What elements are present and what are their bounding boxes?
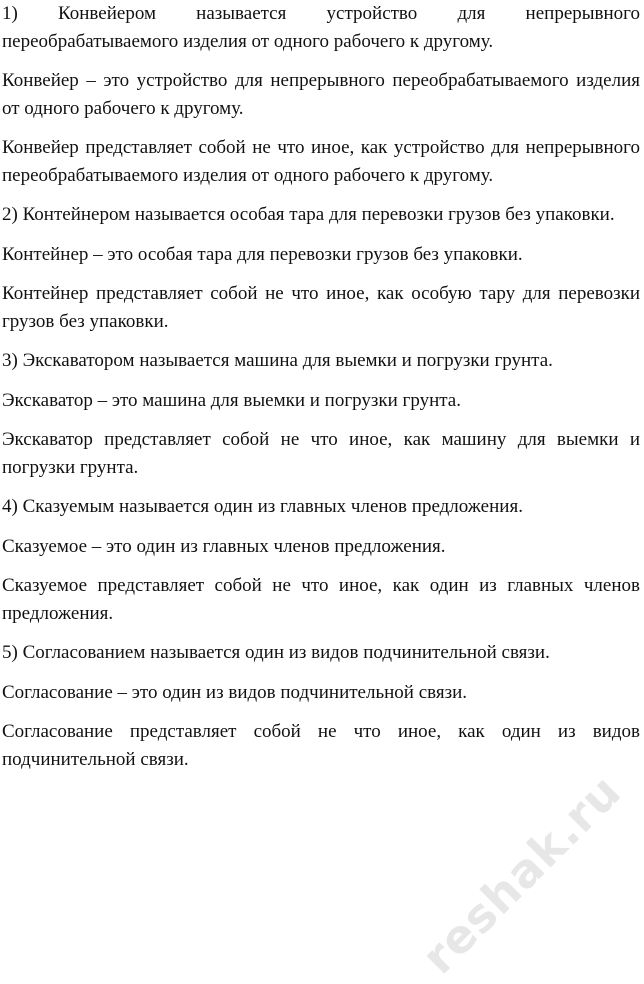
paragraph-15: Согласование представляет собой не что иное, как один из видов подчинительной связи. bbox=[2, 721, 640, 770]
paragraph-3: Конвейер представляет собой не что иное, как устройство для непрерывного переобрабатываемого изделия от одного рабочего к другому. bbox=[2, 137, 640, 186]
paragraph-7: 3) Экскаватором называется машина для выемки и погрузки грунта. bbox=[2, 350, 553, 371]
paragraph-5: Контейнер – это особая тара для перевозки грузов без упаковки. bbox=[2, 243, 523, 265]
watermark-logo: reshak.ru bbox=[411, 763, 632, 984]
paragraph-6: Контейнер представляет собой не что иное, как особую тару для перевозки грузов без упаковки. bbox=[2, 283, 640, 332]
paragraph-10: 4) Сказуемым называется один из главных членов предложения. bbox=[2, 496, 523, 517]
paragraph-4: 2) Контейнером называется особая тара для перевозки грузов без упаковки. bbox=[2, 204, 615, 225]
paragraph-2: Конвейер – это устройство для непрерывного переобрабатываемого изделия от одного рабочего к другому. bbox=[2, 70, 640, 119]
paragraph-12: Сказуемое представляет собой не что иное, как один из главных членов предложения. bbox=[2, 575, 640, 624]
paragraph-13: 5) Согласованием называется один из видов подчинительной связи. bbox=[2, 642, 550, 663]
paragraph-11: Сказуемое – это один из главных членов предложения. bbox=[2, 535, 446, 557]
paragraph-9: Экскаватор представляет собой не что иное, как машину для выемки и погрузки грунта. bbox=[2, 429, 640, 478]
paragraph-14: Согласование – это один из видов подчинительной связи. bbox=[2, 681, 468, 703]
document-body bbox=[2, 0, 640, 785]
paragraph-1: 1) Конвейером называется устройство для непрерывного переобрабатываемого изделия от одного рабочего к другому. bbox=[2, 3, 640, 52]
paragraph-8: Экскаватор – это машина для выемки и погрузки грунта. bbox=[2, 389, 461, 411]
